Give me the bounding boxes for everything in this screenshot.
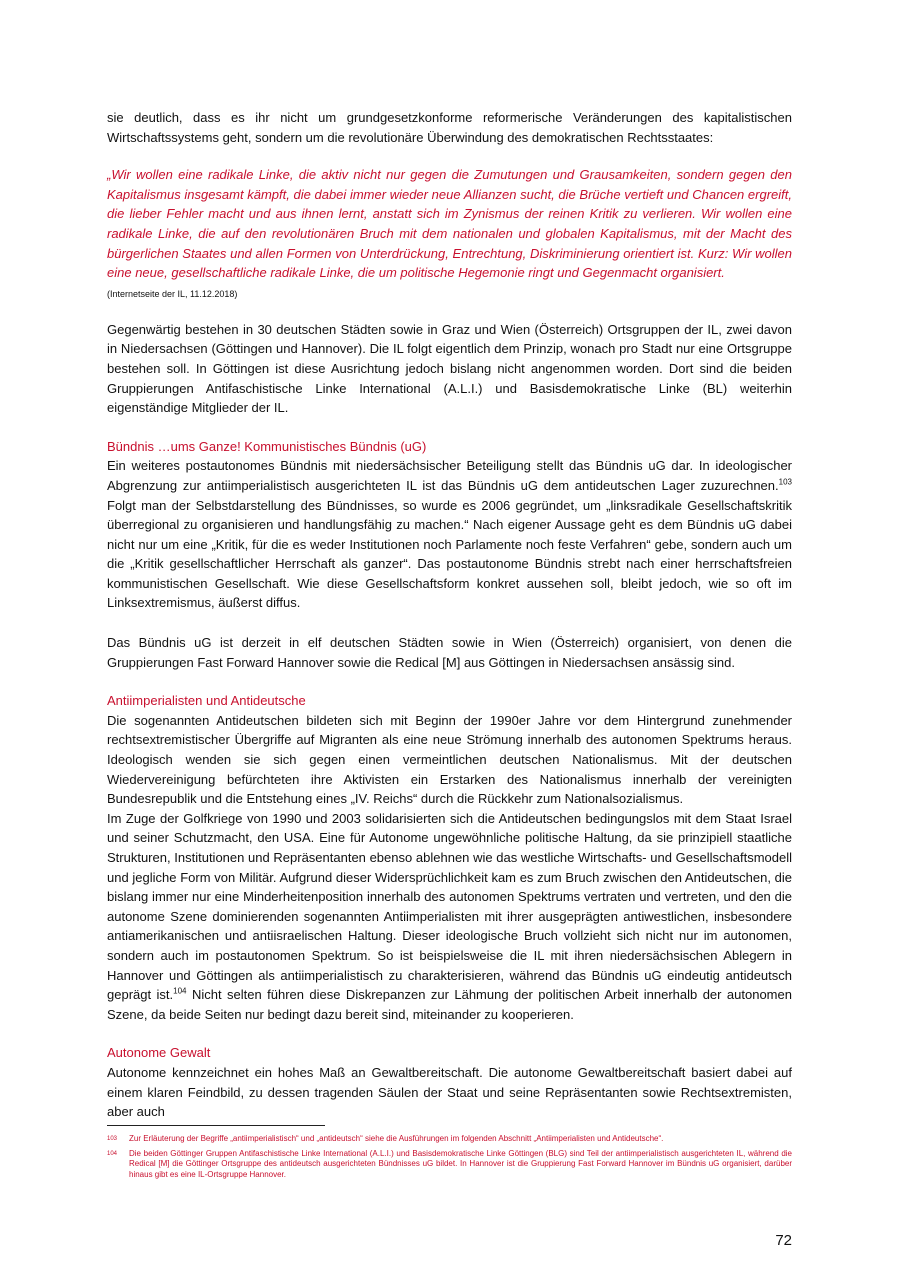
quote-source: (Internetseite der IL, 11.12.2018) xyxy=(107,288,238,299)
footnote-number: 104 xyxy=(107,1150,118,1157)
ug-text-b: Folgt man der Selbstdarstellung des Bündnisses, so wurde es 2006 gegründet, um „linksradikale Gesellschaftskritik überregional zu organisieren und handlungsfähig zu machen.“ Nach eigener Aussage geht es dem Bündnis uG dabei nicht nur um eine „Kritik, für die es weder Institutionen noch Parlamente noch feste Verfahren“ gebe, sondern auch um die „Kritik gesellschaftlicher Herrschaft als ganzer“. Das postautonome Bündnis strebt nach einer herrschaftsfreien kommunistischen Gesellschaft. Wie diese Gesellschaftsform konkret aussehen soll, bleibt jedoch, wie so oft im Linksextremismus, äußerst diffus. xyxy=(107,497,792,611)
footnotes xyxy=(107,1125,792,1184)
footnote-text: Die beiden Göttinger Gruppen Antifaschistische Linke International (A.L.I.) und Basisdemokratische Linke Göttingen (BLG) sind Teil der antiimperialistisch ausgerichteten IL, während die Redical [M] die Göttinger Ortsgruppe des antideutsch ausgerichteten Bündnisses uG bildet. In Hannover ist die Gruppierung Fast Forward Hannover im Bündnis uG organisiert, darüber hinaus gibt es eine IL-Ortsgruppe Hannover. xyxy=(129,1148,792,1179)
section-heading-ug: Bündnis …ums Ganze! Kommunistisches Bündnis (uG) xyxy=(107,438,427,454)
il-groups-paragraph: Gegenwärtig bestehen in 30 deutschen Städten sowie in Graz und Wien (Österreich) Ortsgruppen der IL, zwei davon in Niedersachsen (Göttingen und Hannover). Die IL folgt eigentlich dem Prinzip, wonach pro Stadt nur eine Ortsgruppe bestehen soll. In Göttingen ist diese Ausrichtung jedoch bislang nicht angenommen worden. Dort sind die beiden Gruppierungen Antifaschistische Linke International (A.L.I.) und Basisdemokratische Linke (BL) weiterhin eigenständige Mitglieder der IL. xyxy=(107,321,792,416)
footnote-103 xyxy=(107,1134,792,1145)
page-body xyxy=(107,108,792,1122)
anti-text-a: Im Zuge der Golfkriege von 1990 und 2003 solidarisierten sich die Antideutschen bedingungslos mit dem Staat Israel und seiner Schutzmacht, den USA. Eine für Autonome ungewöhnliche politische Haltung, da sie prinzipiell staatliche Strukturen, Institutionen und Repräsentanten ebenso ablehnen wie das westliche Wirtschafts- und Gesellschaftsmodell und jegliche Form von Militär. Aufgrund dieser Widersprüchlichkeit kam es zum Bruch zwischen den Antideutschen, die bislang immer nur eine Minderheitenposition innerhalb des autonomen Spektrums vertraten und vertreten, und den die autonome Szene dominierenden sogenannten Antiimperialisten mit ihrer ausgeprägten antiwestlichen, insbesondere antiamerikanischen und antiisraelischen Haltung. Dieser ideologische Bruch vollzieht sich nicht nur im autonomen, sondern auch im postautonomen Spektrum. So ist beispielsweise die IL mit ihren niedersächsischen Ablegern in Hannover und Göttingen als antiimperialistisch zu charakterisieren, während das Bündnis uG eindeutig antideutsch geprägt ist. xyxy=(107,810,792,1003)
section-heading-gewalt: Autonome Gewalt xyxy=(107,1045,211,1061)
intro-paragraph: sie deutlich, dass es ihr nicht um grundgesetzkonforme reformerische Veränderungen des kapitalistischen Wirtschaftssystems geht, sondern um die revolutionäre Überwindung des demokratischen Rechtsstaates: xyxy=(107,110,792,145)
footnote-number: 103 xyxy=(107,1136,118,1142)
section-heading-antiimperialisten: Antiimperialisten und Antideutsche xyxy=(107,693,306,709)
footnote-text: Zur Erläuterung der Begriffe „antiimperialistisch“ und „antideutsch“ siehe die Ausführungen im folgenden Abschnitt „Antiimperialisten und Antideutsche“. xyxy=(129,1134,664,1143)
anti-paragraph-2 xyxy=(107,809,792,1025)
footnote-ref-104[interactable]: 104 xyxy=(173,986,187,996)
ug-paragraph-1 xyxy=(107,456,792,613)
page-number: 72 xyxy=(775,1232,792,1249)
il-quote: „Wir wollen eine radikale Linke, die aktiv nicht nur gegen die Zumutungen und Grausamkeiten, sondern gegen den Kapitalismus insgesamt kämpft, die dabei immer wieder neue Allianzen sucht, die Brüche vertieft und Chancen ergreift, die lieber Fehler macht und aus ihnen lernt, anstatt sich im Zynismus der reinen Kritik zu verlieren. Wir wollen eine radikale Linke, die auf den revolutionären Bruch mit dem nationalen und globalen Kapitalismus, mit der Macht des bürgerlichen Staates und allen Formen von Unterdrückung, Entrechtung, Diskriminierung orientiert ist. Kurz: Wir wollen eine neue, gesellschaftliche radikale Linke, die um politische Hegemonie ringt und Gegenmacht organisiert. xyxy=(107,167,792,281)
ug-paragraph-2: Das Bündnis uG ist derzeit in elf deutschen Städten sowie in Wien (Österreich) organisiert, von denen die Gruppierungen Fast Forward Hannover sowie die Redical [M] aus Göttingen in Niedersachsen ansässig sind. xyxy=(107,635,792,670)
footnote-104 xyxy=(107,1149,792,1181)
gewalt-paragraph-1: Autonome kennzeichnet ein hohes Maß an Gewaltbereitschaft. Die autonome Gewaltbereitschaft basiert dabei auf einem klaren Feindbild, zu dessen tragenden Säulen der Staat und seine Repräsentanten sowie Rechtsextremisten, aber auch xyxy=(107,1064,792,1120)
ug-text-a: Ein weiteres postautonomes Bündnis mit niedersächsischer Beteiligung stellt das Bündnis uG dar. In ideologischer Abgrenzung zur antiimperialistisch ausgerichteten IL ist das Bündnis uG dem antideutschen Lager zuzurechnen. xyxy=(107,458,792,493)
anti-paragraph-1: Die sogenannten Antideutschen bildeten sich mit Beginn der 1990er Jahre vor dem Hintergrund zunehmender rechtsextremistischer Übergriffe auf Migranten als eine neue Strömung innerhalb des autonomen Spektrums heraus. Ideologisch wenden sie sich gegen einen vermeintlichen deutschen Nationalismus. Mit der deutschen Wiedervereinigung befürchteten ihre Aktivisten ein Erstarken des Nationalismus innerhalb der vereinigten Bundesrepublik und die Entstehung eines „IV. Reichs“ durch die Rückkehr zum Nationalsozialismus. xyxy=(107,712,792,807)
footnote-divider xyxy=(107,1125,325,1126)
footnote-ref-103[interactable]: 103 xyxy=(778,477,792,487)
anti-text-b: Nicht selten führen diese Diskrepanzen zur Lähmung der politischen Arbeit innerhalb der autonomen Szene, da beide Seiten nur bedingt dazu bereit sind, miteinander zu kooperieren. xyxy=(107,987,792,1022)
